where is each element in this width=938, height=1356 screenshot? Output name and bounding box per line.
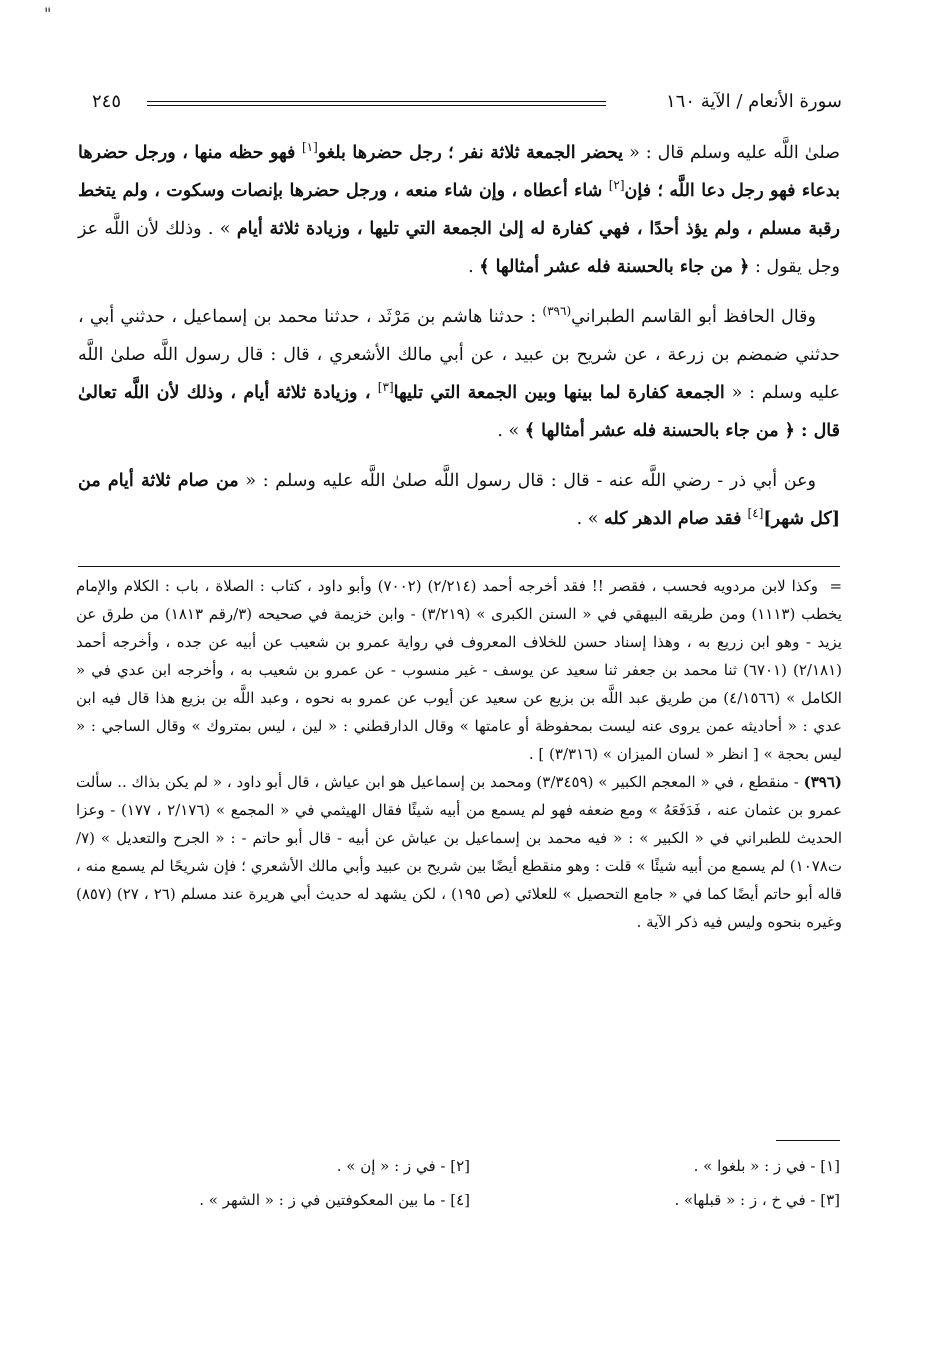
footnote-1: [١] - في ز : « بلغوا » . [693,1157,840,1175]
page-number: ٢٤٥ [92,91,122,112]
text-span: صلىٰ اللَّه عليه وسلم قال : « [623,143,840,163]
hadith-text: فقد صام الدهر كله [603,509,748,529]
footnote-3: [٣] - في خ ، ز : « قبلها» . [674,1191,840,1209]
paragraph-2 [78,298,840,450]
notes-separator [78,566,840,567]
footnote-ref: [٤] [747,506,764,521]
text-span: : حدثنا هاشم بن مَرْثَد ، حدثنا محمد بن إسماعيل ، حدثني أبي ، حدثني ضمضم بن زرعة ، عن شريح بن عبيد ، عن أبي مالك الأشعري ، قال : قال رسول اللَّه صلىٰ اللَّه عليه وسلم : « [78,307,841,403]
note-ref: (٣٩٦) [542,304,572,319]
hadith-text: ، وزيادة ثلاثة أيام ، وذلك لأن اللَّه تعالىٰ قال : ﴿ من جاء بالحسنة فله عشر أمثالها ﴾ [78,383,840,441]
footnote-2: [٢] - في ز : « إن » . [336,1157,470,1175]
footnote-ref: [٣] [377,380,394,395]
hadith-text: شاء أعطاه ، وإن شاء منعه ، ورجل حضرها بإنصات وسكوت ، ولم يتخط رقبة مسلم ، ولم يؤذ أحدًا ، فهي كفارة له إلىٰ الجمعة التي تليها ، وزيادة ثلاثة أيام [78,181,840,239]
commentary-notes [76,572,842,936]
header-rule [147,101,606,106]
text-span: وقال الحافظ أبو القاسم الطبراني [571,307,816,327]
footnote-ref: [١] [301,140,318,155]
chapter-title: سورة الأنعام / الآية ١٦٠ [666,91,842,112]
text-span: وعن أبي ذر - رضي اللَّه عنه - قال : قال رسول اللَّه صلىٰ اللَّه عليه وسلم : « [238,471,816,491]
hadith-text: من صام ثلاثة أيام من [كل شهر] [78,471,840,529]
running-header [92,80,842,112]
corner-mark: " [44,4,52,23]
main-text [78,134,840,550]
footnote-rule [776,1140,840,1141]
footnote-4: [٤] - ما بين المعكوفتين في ز : « الشهر » . [199,1191,470,1209]
note-number: (٣٩٦) [803,773,842,791]
note-text: وكذا لابن مردويه فحسب ، فقصر !! فقد أخرجه أحمد (٢/٢١٤) (٧٠٠٢) وأبو داود ، كتاب : الصلاة ، باب : الكلام والإمام يخطب (١١١٣) ومن طريقه البيهقي في « السنن الكبرى » (٣/٢١٩) - وابن خزيمة في صحيحه (٣/رقم ١٨١٣) من طرق عن يزيد - وهو ابن زريع به ، وهذا إسناد حسن للخلاف المعروف في رواية عمرو بن شعيب عن أبيه عن جده ، وأخرجه أحمد (٢/١٨١) (٦٧٠١) ثنا محمد بن جعفر ثنا سعيد عن يوسف - غير منسوب - عن عمرو بن شعيب به ، وأخرجه ابن عدي في « الكامل » (٤/١٥٦٦) من طريق عبد اللَّه بن بزيع عن سعيد عن أيوب عن عمرو به نحوه ، وعبد اللَّه بن بزيع هذا قال فيه ابن عدي : « أحاديثه عمن يروى عنه ليست بمحفوظة أو عامتها » وقال الدارقطني : « لين ، ليس بمتروك » وقال الساجي : « ليس بحجة » [ انظر « لسان الميزان » (٣/٣١٦) ] . [76,577,842,763]
text-span: » . [576,509,604,529]
hadith-text: فهو حظه منها ، ورجل حضرها بدعاء فهو رجل دعا اللَّه ؛ فإن [78,143,840,201]
paragraph-3 [78,462,840,538]
note-396 [76,768,842,936]
hadith-text: يحضر الجمعة ثلاثة نفر ؛ رجل حضرها بلغو [317,143,624,163]
text-span: » . وذلك لأن اللَّه عز وجل يقول : [78,219,840,277]
note-continued [76,572,842,768]
text-span: . [468,257,480,277]
paragraph-1 [78,134,840,286]
hadith-text: الجمعة كفارة لما بينها وبين الجمعة التي تليها [393,383,725,403]
quran-verse: ﴿ من جاء بالحسنة فله عشر أمثالها ﴾ [479,257,750,277]
footnotes [100,1152,840,1214]
text-span: » . [497,421,525,441]
note-text: - منقطع ، في « المعجم الكبير » (٣/٣٤٥٩) ومحمد بن إسماعيل هو ابن عياش ، قال أبو داود ، « لم يكن بذاك .. سألت عمرو بن عثمان عنه ، فَدَفَعَهُ » ومع ضعفه فهو لم يسمع من أبيه شيئًا فقال الهيثمي في « المجمع » (٢/١٧٦ ، ١٧٧) - وعزا الحديث للطبراني في « الكبير » : « فيه محمد بن إسماعيل بن عياش عن أبيه - قال أبو حاتم - : « الجرح والتعديل » (٧/ت١٠٧٨) لم يسمع من أبيه شيئًا » قلت : وهو منقطع أيضًا بين شريح بن عبيد وأبي مالك الأشعري ؛ فإن شريحًا لم يسمع منه ، قاله أبو حاتم أيضًا كما في « جامع التحصيل » للعلائي (ص ١٩٥) ، لكن يشهد له حديث أبي هريرة عند مسلم (٢٦ ، ٢٧) (٨٥٧) وغيره بنحوه وليس فيه ذكر الآية . [76,773,842,931]
continuation-mark: = [829,577,843,595]
footnote-ref: [٢] [608,178,625,193]
